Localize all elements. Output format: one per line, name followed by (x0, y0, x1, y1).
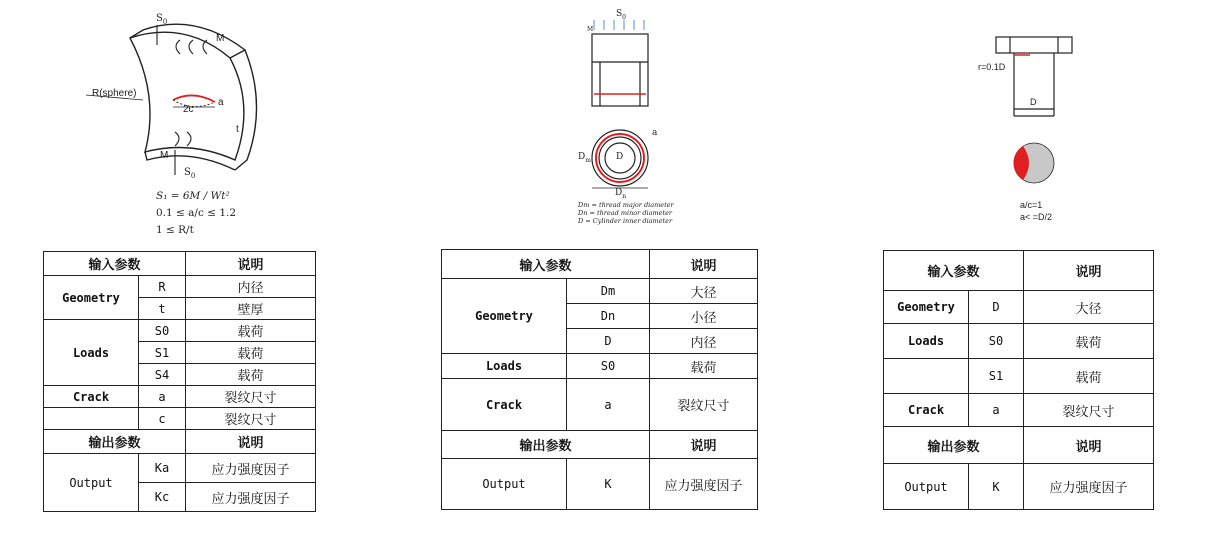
dn-label: $D_n$ (615, 188, 627, 200)
param-cell: K (567, 459, 650, 510)
param-cell: Dn (567, 304, 650, 329)
r-label: r=0.1D (978, 62, 1006, 72)
desc-cell: 载荷 (1024, 324, 1154, 359)
s0-bottom-label: $S_0$ (184, 167, 196, 180)
output-header: 输出参数 (442, 431, 650, 459)
caption-line-1: S₁ = 6M / Wt² (156, 190, 230, 202)
param-cell: Ka (139, 454, 186, 483)
m-bottom-label: M (160, 150, 169, 161)
two-c-label: 2c (183, 104, 194, 115)
group-output: Output (884, 464, 969, 510)
group-crack: Crack (442, 379, 567, 431)
group-geometry: Geometry (442, 279, 567, 354)
params-table-1 (43, 251, 316, 512)
output-header: 输出参数 (884, 427, 1024, 464)
desc-cell: 裂纹尺寸 (1024, 394, 1154, 427)
input-header: 输入参数 (884, 251, 1024, 291)
legend-line-2: Dn = thread minor diameter (578, 209, 673, 217)
crack-mark (173, 95, 215, 102)
input-header: 输入参数 (44, 252, 186, 276)
group-loads: Loads (884, 324, 969, 359)
desc-cell: 内径 (186, 276, 316, 298)
group-crack: Crack (44, 386, 139, 408)
bolt-figure (990, 30, 1080, 190)
output-desc-header: 说明 (1024, 427, 1154, 464)
caption-line-2: 0.1 ≤ a/c ≤ 1.2 (156, 207, 237, 219)
output-header: 输出参数 (44, 430, 186, 454)
m-top-label: M (216, 33, 225, 44)
group-geometry: Geometry (884, 291, 969, 324)
param-cell: S0 (139, 320, 186, 342)
group-loads: Loads (44, 320, 139, 386)
param-cell: S4 (139, 364, 186, 386)
desc-cell: 内径 (650, 329, 758, 354)
legend-line-1: Dm = thread major diameter (578, 201, 674, 209)
s0-label: $S_0$ (616, 9, 626, 21)
desc-cell: 大径 (1024, 291, 1154, 324)
desc-cell: 裂纹尺寸 (186, 386, 316, 408)
desc-cell: 载荷 (186, 364, 316, 386)
desc-header: 说明 (186, 252, 316, 276)
group-output: Output (44, 454, 139, 512)
thread-figure (580, 10, 670, 200)
desc-cell: 载荷 (186, 320, 316, 342)
t-label: t (236, 124, 239, 135)
param-cell: D (567, 329, 650, 354)
group-empty (44, 408, 139, 430)
group-empty (884, 359, 969, 394)
desc-cell: 载荷 (1024, 359, 1154, 394)
param-cell: Dm (567, 279, 650, 304)
caption-line-3: 1 ≤ R/t (156, 224, 194, 236)
param-cell: a (969, 394, 1024, 427)
param-cell: S1 (139, 342, 186, 364)
desc-cell: 裂纹尺寸 (186, 408, 316, 430)
param-cell: a (139, 386, 186, 408)
group-geometry: Geometry (44, 276, 139, 320)
desc-cell: 应力强度因子 (1024, 464, 1154, 510)
param-cell: S0 (969, 324, 1024, 359)
params-table-2 (441, 249, 758, 510)
desc-cell: 小径 (650, 304, 758, 329)
desc-cell: 壁厚 (186, 298, 316, 320)
desc-cell: 应力强度因子 (650, 459, 758, 510)
param-cell: c (139, 408, 186, 430)
group-crack: Crack (884, 394, 969, 427)
output-desc-header: 说明 (650, 431, 758, 459)
param-cell: R (139, 276, 186, 298)
bolt-caption-2: a< =D/2 (1020, 212, 1053, 222)
param-cell: K (969, 464, 1024, 510)
d-label: D (616, 152, 624, 162)
desc-header: 说明 (650, 250, 758, 279)
params-table-3 (883, 250, 1154, 510)
group-output: Output (442, 459, 567, 510)
param-cell: Kc (139, 483, 186, 512)
a-label: a (218, 97, 224, 108)
desc-header: 说明 (1024, 251, 1154, 291)
bolt-caption-1: a/c=1 (1020, 200, 1043, 210)
thread-a-label: a (652, 128, 658, 138)
param-cell: a (567, 379, 650, 431)
bolt-d-label: D (1030, 97, 1037, 107)
s0-top-label: $S_0$ (156, 13, 168, 26)
input-header: 输入参数 (442, 250, 650, 279)
dm-label: $D_m$ (578, 152, 591, 164)
param-cell: S0 (567, 354, 650, 379)
output-desc-header: 说明 (186, 430, 316, 454)
m-label: M (587, 26, 594, 33)
param-cell: t (139, 298, 186, 320)
desc-cell: 大径 (650, 279, 758, 304)
desc-cell: 载荷 (650, 354, 758, 379)
desc-cell: 载荷 (186, 342, 316, 364)
group-loads: Loads (442, 354, 567, 379)
desc-cell: 应力强度因子 (186, 483, 316, 512)
desc-cell: 应力强度因子 (186, 454, 316, 483)
r-sphere-label: R(sphere) (92, 88, 137, 99)
param-cell: S1 (969, 359, 1024, 394)
desc-cell: 裂纹尺寸 (650, 379, 758, 431)
param-cell: D (969, 291, 1024, 324)
legend-line-3: D = Cylinder inner diameter (578, 217, 673, 225)
